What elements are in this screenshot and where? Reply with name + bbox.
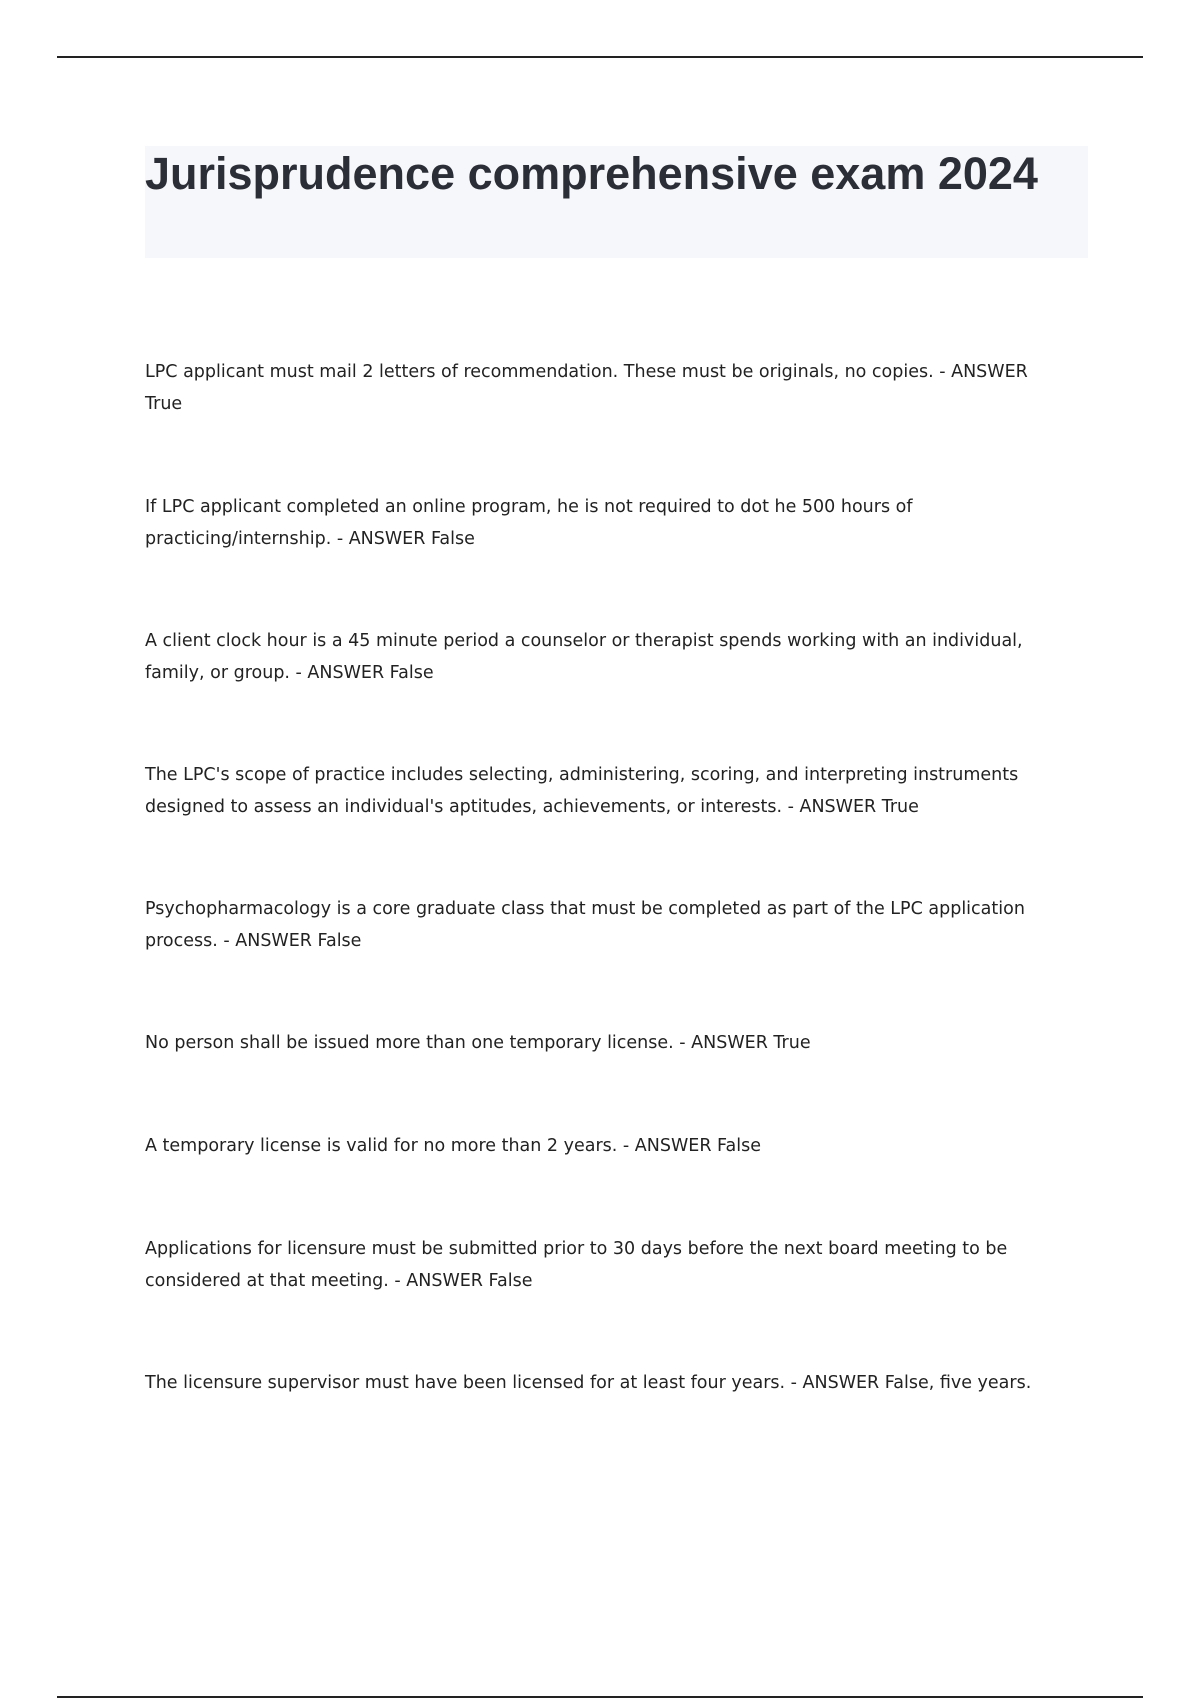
- qa-item: A client clock hour is a 45 minute period a counselor or therapist spends working with an individual, family, or group. - ANSWER False: [145, 631, 1023, 683]
- bottom-rule: [57, 1696, 1143, 1698]
- qa-item: Psychopharmacology is a core graduate class that must be completed as part of the LPC application process. - ANSWER False: [145, 899, 1025, 951]
- qa-item: The LPC's scope of practice includes selecting, administering, scoring, and interpreting instruments designed to assess an individual's aptitudes, achievements, or interests. - ANSWER True: [145, 765, 1019, 817]
- page-title: Jurisprudence comprehensive exam 2024: [145, 148, 1038, 199]
- qa-item: No person shall be issued more than one temporary license. - ANSWER True: [145, 1033, 811, 1053]
- qa-item: LPC applicant must mail 2 letters of recommendation. These must be originals, no copies. - ANSWER True: [145, 362, 1028, 414]
- qa-item: A temporary license is valid for no more than 2 years. - ANSWER False: [145, 1136, 761, 1156]
- qa-item: If LPC applicant completed an online program, he is not required to dot he 500 hours of practicing/internship. - ANSWER False: [145, 497, 913, 549]
- top-rule: [57, 56, 1143, 58]
- qa-item: Applications for licensure must be submitted prior to 30 days before the next board meeting to be considered at that meeting. - ANSWER False: [145, 1239, 1008, 1291]
- qa-item: The licensure supervisor must have been licensed for at least four years. - ANSWER False, five years.: [145, 1373, 1032, 1393]
